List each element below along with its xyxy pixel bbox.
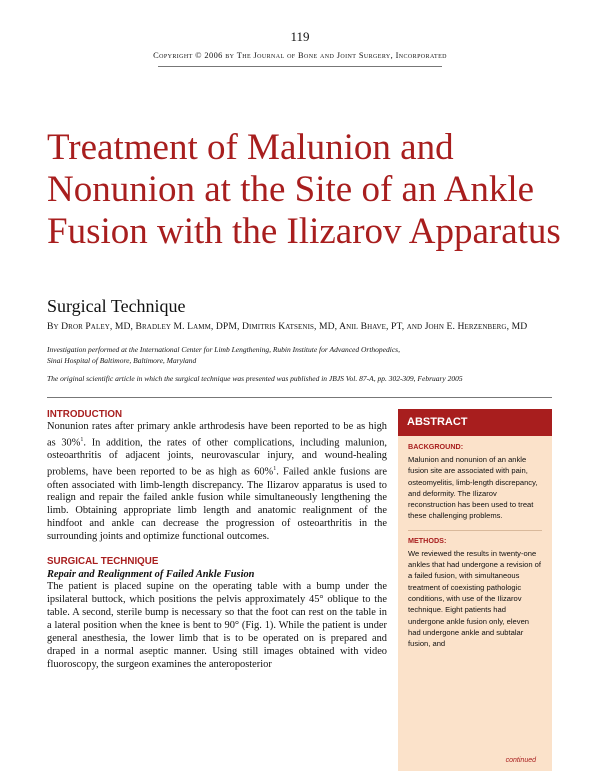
introduction-paragraph (47, 421, 387, 544)
original-publication-note: The original scientific article in which the surgical technique was presented was published in JBJS Vol. 87-A, pp. 302-309, February 2005 (47, 374, 463, 383)
continued-label: continued (505, 757, 536, 764)
intro-ref-a: 1 (80, 436, 84, 443)
affiliation (47, 344, 557, 366)
section-divider (47, 397, 552, 398)
affiliation-line-2: Sinai Hospital of Baltimore, Baltimore, Maryland (47, 356, 197, 365)
intro-text-a: Nonunion rates after primary ankle arthrodesis have been reported to be as high as 30% (47, 421, 387, 449)
intro-text-b: . In addition, the rates of other complications, including malunion, osteoarthritis of adjacent joints, neurovascular injury, and wound-healing problems, have been reported to be as high as 60% (47, 437, 387, 478)
intro-text-c: . Failed ankle fusions are often associated with limb-length discrepancy. The Ilizarov apparatus is used to realign and repair the failed ankle fusion while simultaneously lengthening the limb. Obtaining appropriate limb length and anatomic realignment of the hindfoot and ankle can decrease the progression of osteoarthritis in the surrounding joints and optimize functional outcomes. (47, 466, 388, 543)
introduction-heading: INTRODUCTION (47, 409, 123, 420)
abstract-background-text: Malunion and nonunion of an ankle fusion site are associated with pain, osteomyelitis, limb-length discrepancy, and deformity. The Ilizarov reconstruction has been used to treat these challenging problems. (408, 455, 538, 521)
header-divider (158, 66, 442, 67)
article-subtitle: Surgical Technique (47, 296, 186, 316)
surgical-technique-heading: SURGICAL TECHNIQUE (47, 556, 159, 568)
abstract-methods-text: We reviewed the results in twenty-one ankles that had undergone a revision of a failed fusion, with simultaneous treatment of coexisting pathologic conditions, with use of the Ilizarov technique. Eight patients had undergone ankle fusion only, eleven had undergone ankle and subtalar fusion, and (408, 548, 541, 649)
abstract-methods-label: METHODS: (408, 535, 447, 545)
surgical-technique-paragraph: The patient is placed supine on the operating table with a bump under the ipsilateral buttock, which positions the pelvis approximately 45° oblique to the table. A second, sterile bump is necessary so that the foot can rest on the table in a lateral position when the knee is bent to 90° (Fig. 1). While the patient is under general anesthesia, the lower limb that is to be operated on is prepared and draped in a normal aseptic manner. Using still images obtained with video fluoroscopy, the surgeon examines the anteroposterior (47, 581, 387, 670)
surgical-technique-subheading: Repair and Realignment of Failed Ankle Fusion (47, 569, 255, 581)
affiliation-line-1: Investigation performed at the International Center for Limb Lengthening, Rubin Institute for Advanced Orthopedics, (47, 345, 400, 354)
author-list: By Dror Paley, MD, Bradley M. Lamm, DPM, Dimitris Katsenis, MD, Anil Bhave, PT, and John E. Herzenberg, MD (47, 321, 528, 332)
abstract-heading: ABSTRACT (398, 409, 552, 436)
abstract-body (398, 436, 552, 649)
abstract-box (398, 409, 552, 771)
main-column (47, 409, 387, 671)
page-number: 119 (290, 29, 310, 44)
intro-ref-b: 1 (273, 466, 277, 473)
abstract-divider (408, 530, 542, 531)
abstract-background-label: BACKGROUND: (408, 442, 464, 451)
article-title: Treatment of Malunion and Nonunion at the Site of an Ankle Fusion with the Ilizarov Apparatus (47, 127, 561, 252)
copyright-line: Copyright © 2006 by The Journal of Bone and Joint Surgery, Incorporated (153, 51, 447, 60)
